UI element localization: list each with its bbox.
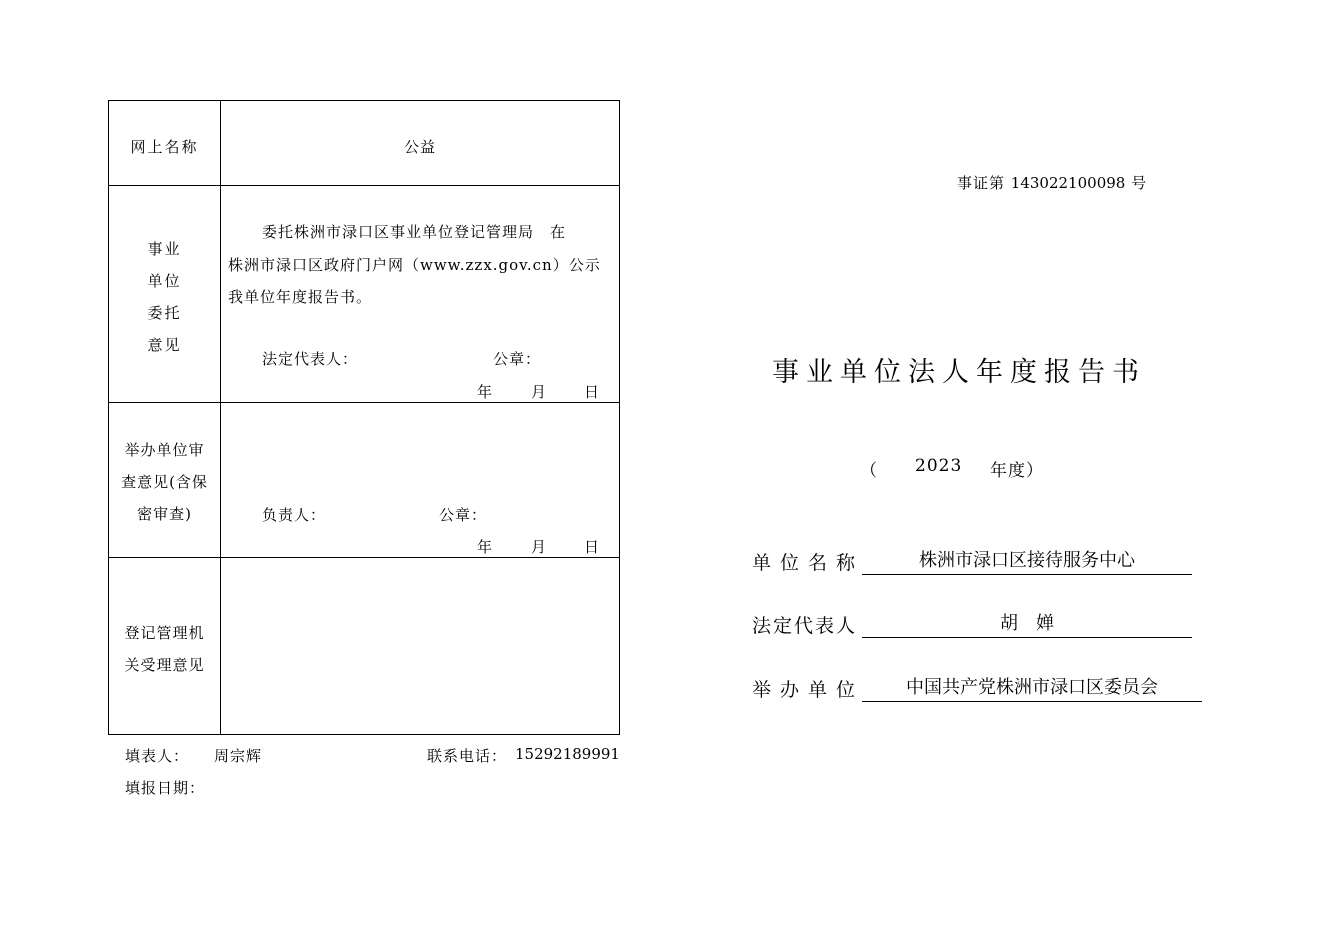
date-day-label: 日	[584, 383, 601, 401]
filler-label: 填表人：	[125, 747, 190, 765]
row-divider	[109, 557, 619, 558]
sponsor-unit-label: 举办单位	[752, 679, 865, 701]
entrust-text-line1: 委托株洲市渌口区事业单位登记管理局 在	[262, 223, 567, 241]
unit-name-value: 株洲市渌口区接待服务中心	[862, 548, 1192, 575]
unit-name-label: 单位名称	[752, 552, 865, 574]
entrust-text-line2: 株洲市渌口区政府门户网（www.zzx.gov.cn）公示	[228, 256, 601, 274]
entrust-form-table	[108, 100, 620, 735]
date-day-label: 日	[584, 538, 601, 556]
row-divider	[109, 402, 619, 403]
legal-representative-label: 法定代表人	[752, 615, 858, 637]
column-divider	[220, 101, 221, 734]
registration-acceptance-label: 登记管理机 关受理意见	[124, 624, 205, 674]
online-name-label: 网上名称	[130, 138, 199, 156]
sponsor-unit-value: 中国共产党株洲市渌口区委员会	[862, 675, 1202, 702]
seal-label: 公章：	[439, 506, 488, 524]
date-year-label: 年	[477, 538, 494, 556]
filler-name: 周宗辉	[214, 747, 263, 765]
online-name-value: 公益	[403, 138, 436, 156]
row-divider	[109, 185, 619, 186]
fill-date-label: 填报日期：	[125, 779, 206, 797]
date-month-label: 月	[531, 383, 548, 401]
report-year-close: 年度）	[990, 461, 1044, 481]
phone-number: 15292189991	[515, 745, 620, 763]
entrust-opinion-label: 事业 单位 委托 意见	[147, 240, 182, 354]
legal-representative-value: 胡 婵	[862, 611, 1192, 638]
responsible-person-label: 负责人：	[262, 506, 327, 524]
entrust-text-line3: 我单位年度报告书。	[228, 288, 373, 306]
seal-label: 公章：	[493, 350, 542, 368]
sponsor-review-label: 举办单位审 查意见(含保 密审查)	[121, 441, 208, 523]
certificate-number: 事证第 143022100098 号	[957, 174, 1148, 192]
report-year: 2023	[915, 456, 963, 476]
phone-label: 联系电话：	[427, 747, 508, 765]
legal-rep-label: 法定代表人：	[262, 350, 359, 368]
date-year-label: 年	[477, 383, 494, 401]
date-month-label: 月	[531, 538, 548, 556]
report-title: 事业单位法人年度报告书	[772, 357, 1146, 388]
report-year-open: （	[860, 461, 878, 481]
